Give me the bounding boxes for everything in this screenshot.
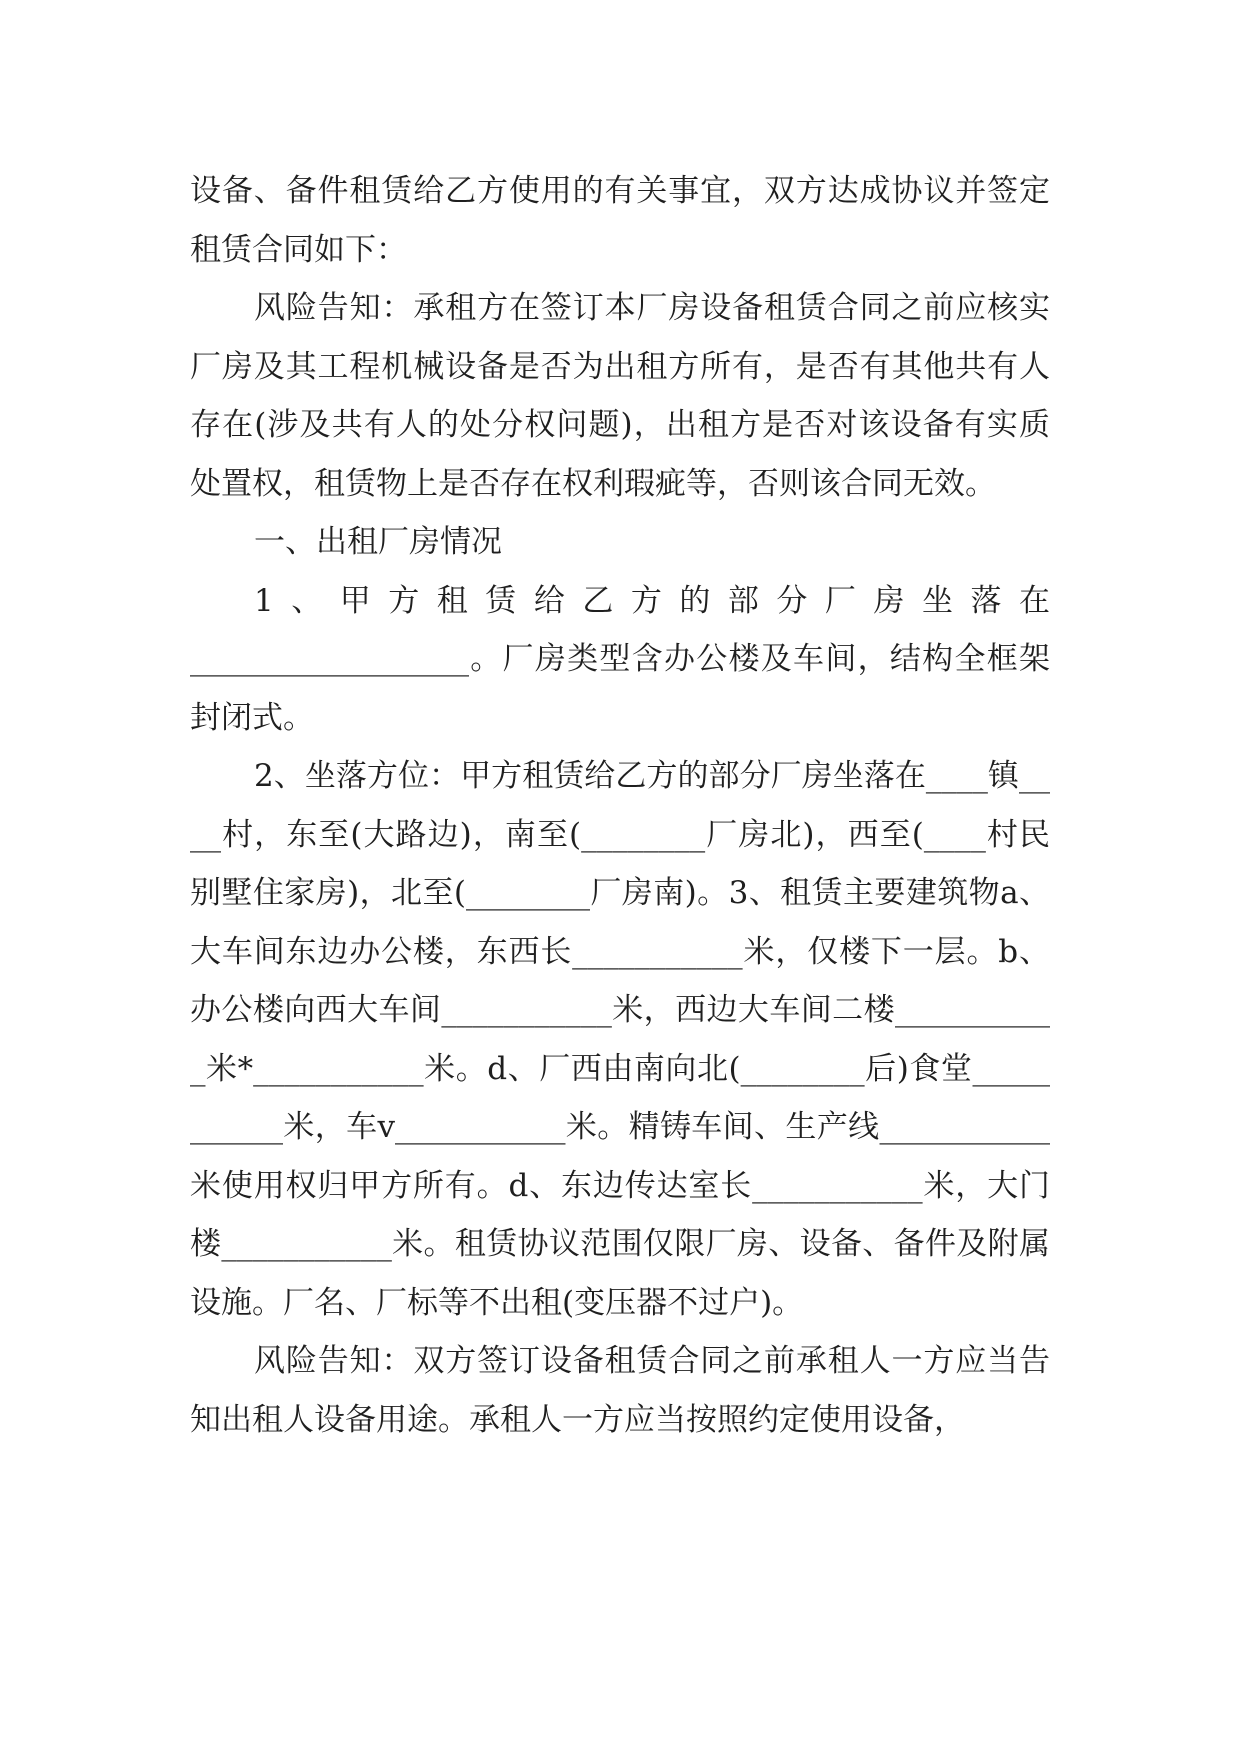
paragraph-item-1-location: 1、甲方租赁给乙方的部分厂房坐落在 bbox=[254, 582, 1050, 619]
paragraph-risk-notice-2: 风险告知：双方签订设备租赁合同之前承租人一方应当告知出租人设备用途。承租人一方应当按照约定使用设备， bbox=[190, 1343, 1050, 1438]
paragraph-risk-notice-1: 风险告知：承租方在签订本厂房设备租赁合同之前应核实厂房及其工程机械设备是否为出租方所有，是否有其他共有人存在(涉及共有人的处分权问题)，出租方是否对该设备有实质处置权，租赁物上是否存在权利瑕疵等，否则该合同无效。 bbox=[190, 290, 1050, 502]
paragraph-item-1-type: __________________。厂房类型含办公楼及车间，结构全框架封闭式。 bbox=[190, 641, 1050, 736]
section-heading-rental-factory: 一、出租厂房情况 bbox=[254, 524, 502, 560]
paragraph-intro: 设备、备件租赁给乙方使用的有关事宜，双方达成协议并签定租赁合同如下： bbox=[190, 173, 1050, 268]
document-body bbox=[190, 162, 1050, 1449]
paragraph-item-2-orientation: 2、坐落方位：甲方租赁给乙方的部分厂房坐落在____镇____村，东至(大路边)，南至(________厂房北)，西至(____村民别墅住家房)，北至(________厂房南)。3、租赁主要建筑物a、大车间东边办公楼，东西长___________米，仅楼下一层。b、办公楼向西大车间___________米，西边大车间二楼___________米*___________米。d、厂西由南向北(________后)食堂___________米，车v___________米。精铸车间、生产线___________米使用权归甲方所有。d、东边传达室长___________米，大门楼___________米。租赁协议范围仅限厂房、设备、备件及附属设施。厂名、厂标等不出租(变压器不过户)。 bbox=[190, 758, 1050, 1321]
